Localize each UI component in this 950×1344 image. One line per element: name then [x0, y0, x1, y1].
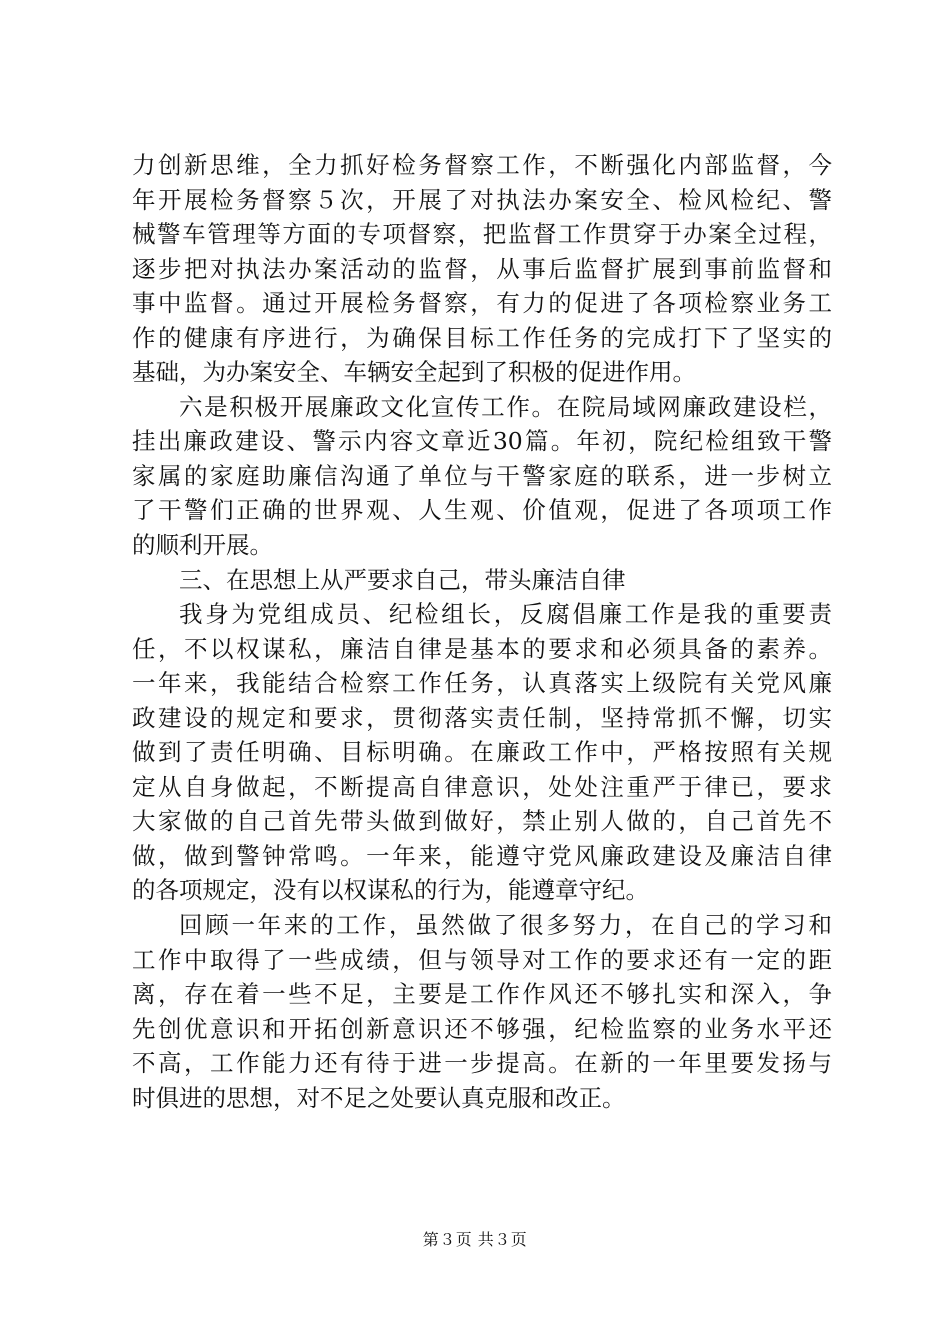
text-line: 力创新思维，全力抓好检务督察工作，不断强化内部监督，今 — [132, 151, 832, 179]
text-line: 了干警们正确的世界观、人生观、价值观，促进了各项项工作 — [132, 496, 832, 525]
text-line: 的顺利开展。 — [132, 531, 273, 560]
text-line: 年开展检务督察５次，开展了对执法办案安全、检风检纪、警 — [132, 185, 832, 214]
section-heading — [132, 563, 832, 598]
text-line: 的各项规定，没有以权谋私的行为，能遵章守纪。 — [132, 876, 649, 905]
text-line: 一年来，我能结合检察工作任务，认真落实上级院有关党风廉 — [132, 669, 832, 698]
text-line: 离，存在着一些不足，主要是工作作风还不够扎实和深入，争 — [132, 980, 832, 1009]
text-line: 任，不以权谋私，廉洁自律是基本的要求和必须具备的素养。 — [132, 634, 832, 663]
page-number-label: 第３页 共３页 — [422, 1230, 528, 1249]
text-line: 六是积极开展廉政文化宣传工作。在院局域网廉政建设栏， — [179, 392, 832, 421]
text-line: 事中监督。通过开展检务督察，有力的促进了各项检察业务工 — [132, 289, 832, 318]
text-line: 大家做的自己首先带头做到做好，禁止别人做的，自己首先不 — [132, 807, 832, 836]
text-line: 基础，为办案安全、车辆安全起到了积极的促进作用。 — [132, 358, 696, 387]
page-footer — [0, 1228, 950, 1252]
text-line: 家属的家庭助廉信沟通了单位与干警家庭的联系，进一步树立 — [132, 461, 832, 490]
paragraph-integrity-culture — [132, 390, 832, 563]
text-line: 时俱进的思想，对不足之处要认真克服和改正。 — [132, 1083, 626, 1112]
text-line: 做到了责任明确、目标明确。在廉政工作中，严格按照有关规 — [132, 738, 832, 767]
text-line: 我身为党组成员、纪检组长，反腐倡廉工作是我的重要责 — [179, 600, 832, 629]
text-line: 挂出廉政建设、警示内容文章近30篇。年初，院纪检组致干警 — [132, 427, 832, 456]
text-line: 政建设的规定和要求，贯彻落实责任制，坚持常抓不懈，切实 — [132, 703, 832, 732]
text-line: 不高，工作能力还有待于进一步提高。在新的一年里要发扬与 — [132, 1049, 832, 1078]
document-body — [132, 148, 832, 1115]
text-line: 定从自身做起，不断提高自律意识，处处注重严于律已，要求 — [132, 772, 832, 801]
paragraph-review — [132, 908, 832, 1115]
text-line: 回顾一年来的工作，虽然做了很多努力，在自己的学习和 — [179, 911, 832, 940]
text-line: 先创优意识和开拓创新意识还不够强，纪检监察的业务水平还 — [132, 1014, 832, 1043]
text-line: 做，做到警钟常鸣。一年来，能遵守党风廉政建设及廉洁自律 — [132, 841, 832, 870]
text-line: 逐步把对执法办案活动的监督，从事后监督扩展到事前监督和 — [132, 254, 832, 283]
paragraph-inspection-supervision — [132, 148, 832, 390]
text-line: 工作中取得了一些成绩，但与领导对工作的要求还有一定的距 — [132, 945, 832, 974]
section-heading-text: 三、在思想上从严要求自己，带头廉洁自律 — [179, 565, 626, 594]
text-line: 械警车管理等方面的专项督察，把监督工作贯穿于办案全过程， — [132, 220, 832, 249]
paragraph-self-discipline — [132, 597, 832, 908]
text-line: 作的健康有序进行，为确保目标工作任务的完成打下了坚实的 — [132, 323, 832, 352]
